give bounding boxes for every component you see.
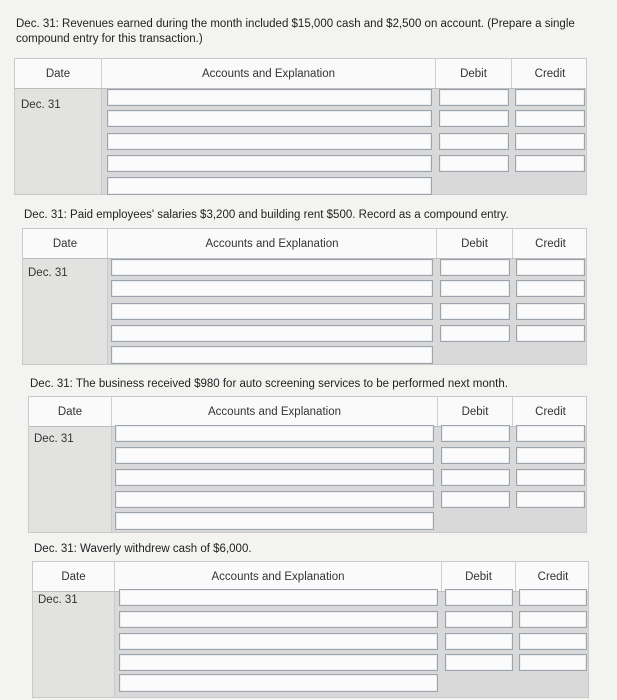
debit-input-1[interactable] <box>439 89 509 106</box>
accounts-header: Accounts and Explanation <box>108 229 437 258</box>
debit-input-2[interactable] <box>441 447 510 464</box>
credit-input-1[interactable] <box>515 89 585 106</box>
debit-input-1[interactable] <box>441 425 510 442</box>
entry-date: Dec. 31 <box>28 267 68 279</box>
debit-header: Debit <box>438 397 513 426</box>
entry-date: Dec. 31 <box>34 433 74 445</box>
date-header: Date <box>15 59 102 88</box>
date-column <box>33 592 115 697</box>
credit-input-4[interactable] <box>515 155 585 172</box>
explanation-input[interactable] <box>115 512 434 530</box>
account-input-2[interactable] <box>111 280 433 297</box>
debit-header: Debit <box>436 59 512 88</box>
credit-input-4[interactable] <box>516 325 585 342</box>
prompt-text: Dec. 31: The business received $980 for auto screening services to be performed next month. <box>30 378 508 390</box>
credit-input-4[interactable] <box>516 491 585 508</box>
credit-input-2[interactable] <box>516 280 585 297</box>
journal-table <box>32 561 589 698</box>
account-input-2[interactable] <box>107 110 432 127</box>
account-input-4[interactable] <box>111 325 433 342</box>
credit-input-2[interactable] <box>515 110 585 127</box>
account-input-1[interactable] <box>119 589 438 606</box>
prompt-text: Dec. 31: Waverly withdrew cash of $6,000. <box>34 543 252 555</box>
entry-date: Dec. 31 <box>21 99 61 111</box>
account-input-4[interactable] <box>119 654 438 671</box>
accounts-header: Accounts and Explanation <box>102 59 436 88</box>
table-header <box>29 397 586 427</box>
date-header: Date <box>23 229 108 258</box>
credit-input-3[interactable] <box>516 469 585 486</box>
credit-input-3[interactable] <box>515 133 585 150</box>
debit-header: Debit <box>442 562 516 591</box>
debit-input-3[interactable] <box>445 633 513 650</box>
credit-input-3[interactable] <box>516 303 585 320</box>
account-input-3[interactable] <box>107 133 432 150</box>
credit-input-1[interactable] <box>519 589 587 606</box>
accounts-header: Accounts and Explanation <box>112 397 438 426</box>
debit-input-4[interactable] <box>441 491 510 508</box>
date-header: Date <box>29 397 112 426</box>
debit-input-1[interactable] <box>440 259 510 276</box>
debit-input-2[interactable] <box>439 110 509 127</box>
account-input-3[interactable] <box>119 633 438 650</box>
entry-date: Dec. 31 <box>38 594 78 606</box>
credit-input-1[interactable] <box>516 425 585 442</box>
explanation-input[interactable] <box>107 177 432 195</box>
table-header <box>15 59 586 89</box>
journal-table <box>28 396 587 533</box>
account-input-2[interactable] <box>119 611 438 628</box>
table-header <box>23 229 586 259</box>
debit-input-2[interactable] <box>445 611 513 628</box>
credit-header: Credit <box>535 405 566 418</box>
debit-input-4[interactable] <box>439 155 509 172</box>
credit-input-2[interactable] <box>516 447 585 464</box>
credit-header: Credit <box>537 570 569 583</box>
account-input-1[interactable] <box>111 259 433 276</box>
debit-input-4[interactable] <box>445 654 513 671</box>
debit-input-3[interactable] <box>439 133 509 150</box>
account-input-1[interactable] <box>107 89 432 106</box>
journal-table <box>14 58 587 195</box>
credit-input-4[interactable] <box>519 654 587 671</box>
credit-input-3[interactable] <box>519 633 587 650</box>
account-input-1[interactable] <box>115 425 434 442</box>
credit-input-1[interactable] <box>516 259 585 276</box>
explanation-input[interactable] <box>111 346 433 364</box>
debit-input-3[interactable] <box>441 469 510 486</box>
account-input-3[interactable] <box>111 303 433 320</box>
account-input-2[interactable] <box>115 447 434 464</box>
accounts-header: Accounts and Explanation <box>115 562 442 591</box>
table-header <box>33 562 588 592</box>
debit-input-3[interactable] <box>440 303 510 320</box>
prompt-text: Dec. 31: Paid employees' salaries $3,200 and building rent $500. Record as a compound entry. <box>24 209 509 221</box>
date-header: Date <box>33 562 115 591</box>
debit-input-1[interactable] <box>445 589 513 606</box>
account-input-3[interactable] <box>115 469 434 486</box>
journal-table <box>22 228 587 365</box>
debit-input-2[interactable] <box>440 280 510 297</box>
account-input-4[interactable] <box>107 155 432 172</box>
explanation-input[interactable] <box>119 674 438 692</box>
credit-header: Credit <box>534 67 566 80</box>
account-input-4[interactable] <box>115 491 434 508</box>
credit-header: Credit <box>535 237 566 250</box>
credit-input-2[interactable] <box>519 611 587 628</box>
prompt-text: Dec. 31: Revenues earned during the month included $15,000 cash and $2,500 on account. (Prepare a single <box>16 18 575 30</box>
debit-header: Debit <box>437 229 513 258</box>
prompt-text-continued: compound entry for this transaction.) <box>16 33 203 45</box>
debit-input-4[interactable] <box>440 325 510 342</box>
